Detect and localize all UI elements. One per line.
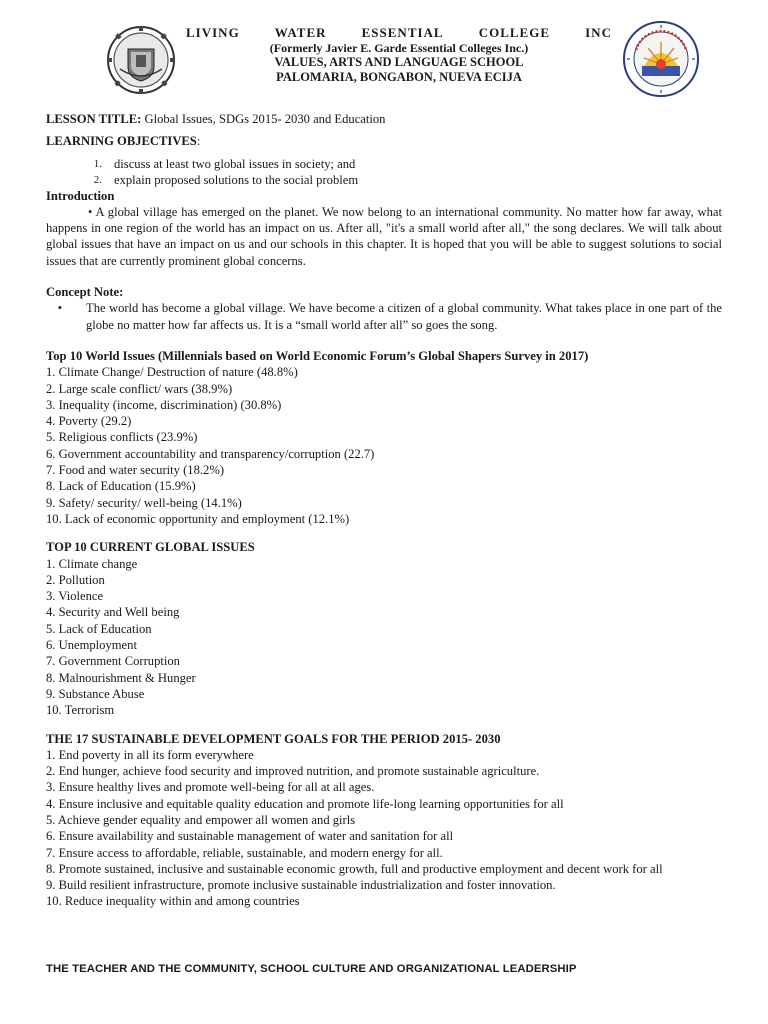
- world-issues-list: [46, 364, 722, 527]
- page-footer: THE TEACHER AND THE COMMUNITY, SCHOOL CULTURE AND ORGANIZATIONAL LEADERSHIP: [46, 963, 577, 975]
- concept-note-heading: Concept Note:: [46, 285, 124, 300]
- list-item: 2. End hunger, achieve food security and improved nutrition, and promote sustainable agriculture.: [46, 764, 540, 779]
- list-item: 8. Malnourishment & Hunger: [46, 670, 196, 685]
- sdg-heading: THE 17 SUSTAINABLE DEVELOPMENT GOALS FOR THE PERIOD 2015- 2030: [46, 731, 501, 746]
- list-item: 7. Government Corruption: [46, 654, 180, 669]
- objectives-colon: :: [196, 134, 201, 149]
- list-text: explain proposed solutions to the social problem: [114, 172, 359, 187]
- list-item: [46, 156, 722, 172]
- list-item: 8. Promote sustained, inclusive and sustainable economic growth, full and productive employment and decent work for all: [46, 861, 663, 876]
- list-item: 10. Lack of economic opportunity and employment (12.1%): [46, 511, 350, 526]
- bullet-icon: •: [57, 301, 62, 316]
- objectives-heading-text: LEARNING OBJECTIVES: [46, 134, 197, 149]
- introduction-heading: Introduction: [46, 188, 115, 203]
- list-item: [46, 172, 722, 188]
- list-item: 4. Security and Well being: [46, 605, 180, 620]
- lesson-title: [46, 111, 722, 127]
- school-name-line: [186, 26, 612, 41]
- list-item: 3. Inequality (income, discrimination) (30.8%): [46, 397, 282, 412]
- list-item: 1. End poverty in all its form everywhere: [46, 747, 254, 762]
- list-number: 1.: [93, 157, 102, 170]
- list-item: 10. Reduce inequality within and among countries: [46, 894, 300, 909]
- concept-note-text: The world has become a global village. We have become a citizen of a global community. What takes place in one part of the globe no matter how far affects us. It is a “small world after all” so goes the song.: [86, 301, 722, 332]
- list-item: 6. Unemployment: [46, 638, 137, 653]
- lesson-title-text: Global Issues, SDGs 2015- 2030 and Education: [141, 112, 386, 126]
- list-item: 5. Achieve gender equality and empower all women and girls: [46, 812, 356, 827]
- list-item: 9. Substance Abuse: [46, 686, 145, 701]
- lesson-title-label: LESSON TITLE:: [46, 112, 142, 126]
- list-item: 1. Climate change: [46, 556, 138, 571]
- school-type-line: VALUES, ARTS AND LANGUAGE SCHOOL: [274, 55, 524, 69]
- header-word: ESSENTIAL: [361, 25, 444, 40]
- list-text: discuss at least two global issues in society; and: [114, 156, 356, 171]
- list-item: 5. Religious conflicts (23.9%): [46, 430, 198, 445]
- list-item: 3. Ensure healthy lives and promote well-being for all at all ages.: [46, 780, 375, 795]
- list-item: 6. Ensure availability and sustainable management of water and sanitation for all: [46, 829, 454, 844]
- list-item: 1. Climate Change/ Destruction of nature (48.8%): [46, 365, 298, 380]
- list-item: 8. Lack of Education (15.9%): [46, 479, 196, 494]
- list-item: 4. Poverty (29.2): [46, 414, 132, 429]
- document-body: [46, 111, 722, 910]
- introduction-paragraph: • A global village has emerged on the planet. We now belong to an international community. No matter how far away, what happens in one region of the world has an impact on us. After all, "it's a small world after all," the song declares. We will talk about global issues that have an impact on us and our schools in this chapter. It is hoped that you will be able to suggest solutions to social issues that are currently prominent global concerns.: [46, 204, 722, 268]
- objectives-list: [46, 156, 722, 188]
- current-issues-heading: TOP 10 CURRENT GLOBAL ISSUES: [46, 540, 255, 555]
- objectives-heading: [46, 133, 722, 149]
- list-item: 4. Ensure inclusive and equitable quality education and promote life-long learning opportunities for all: [46, 796, 564, 811]
- header-word: COLLEGE: [478, 25, 551, 40]
- header-word: WATER: [274, 25, 327, 40]
- list-item: 5. Lack of Education: [46, 621, 152, 636]
- school-address-line: PALOMARIA, BONGABON, NUEVA ECIJA: [276, 69, 522, 84]
- world-issues-heading: Top 10 World Issues (Millennials based on World Economic Forum’s Global Shapers Survey in 2017): [46, 348, 589, 363]
- college-seal-icon: [106, 25, 176, 95]
- list-number: 2.: [93, 173, 102, 186]
- concept-note-item: [46, 300, 722, 333]
- list-item: 7. Food and water security (18.2%): [46, 463, 225, 478]
- current-issues-list: [46, 556, 722, 719]
- header-word: INC: [585, 25, 612, 40]
- list-item: 2. Pollution: [46, 572, 105, 587]
- list-item: 2. Large scale conflict/ wars (38.9%): [46, 381, 233, 396]
- list-item: 9. Safety/ security/ well-being (14.1%): [46, 495, 242, 510]
- list-item: 9. Build resilient infrastructure, promote inclusive sustainable industrialization and foster innovation.: [46, 878, 556, 893]
- list-item: 7. Ensure access to affordable, reliable, sustainable, and modern energy for all.: [46, 845, 443, 860]
- list-item: 3. Violence: [46, 589, 104, 604]
- former-name-line: (Formerly Javier E. Garde Essential Colleges Inc.): [269, 40, 529, 55]
- sdg-list: [46, 747, 722, 910]
- list-item: 6. Government accountability and transparency/corruption (22.7): [46, 446, 375, 461]
- header-word: LIVING: [186, 25, 240, 40]
- list-item: 10. Terrorism: [46, 703, 115, 718]
- school-header: [186, 26, 612, 84]
- ched-seal-icon: [622, 20, 700, 98]
